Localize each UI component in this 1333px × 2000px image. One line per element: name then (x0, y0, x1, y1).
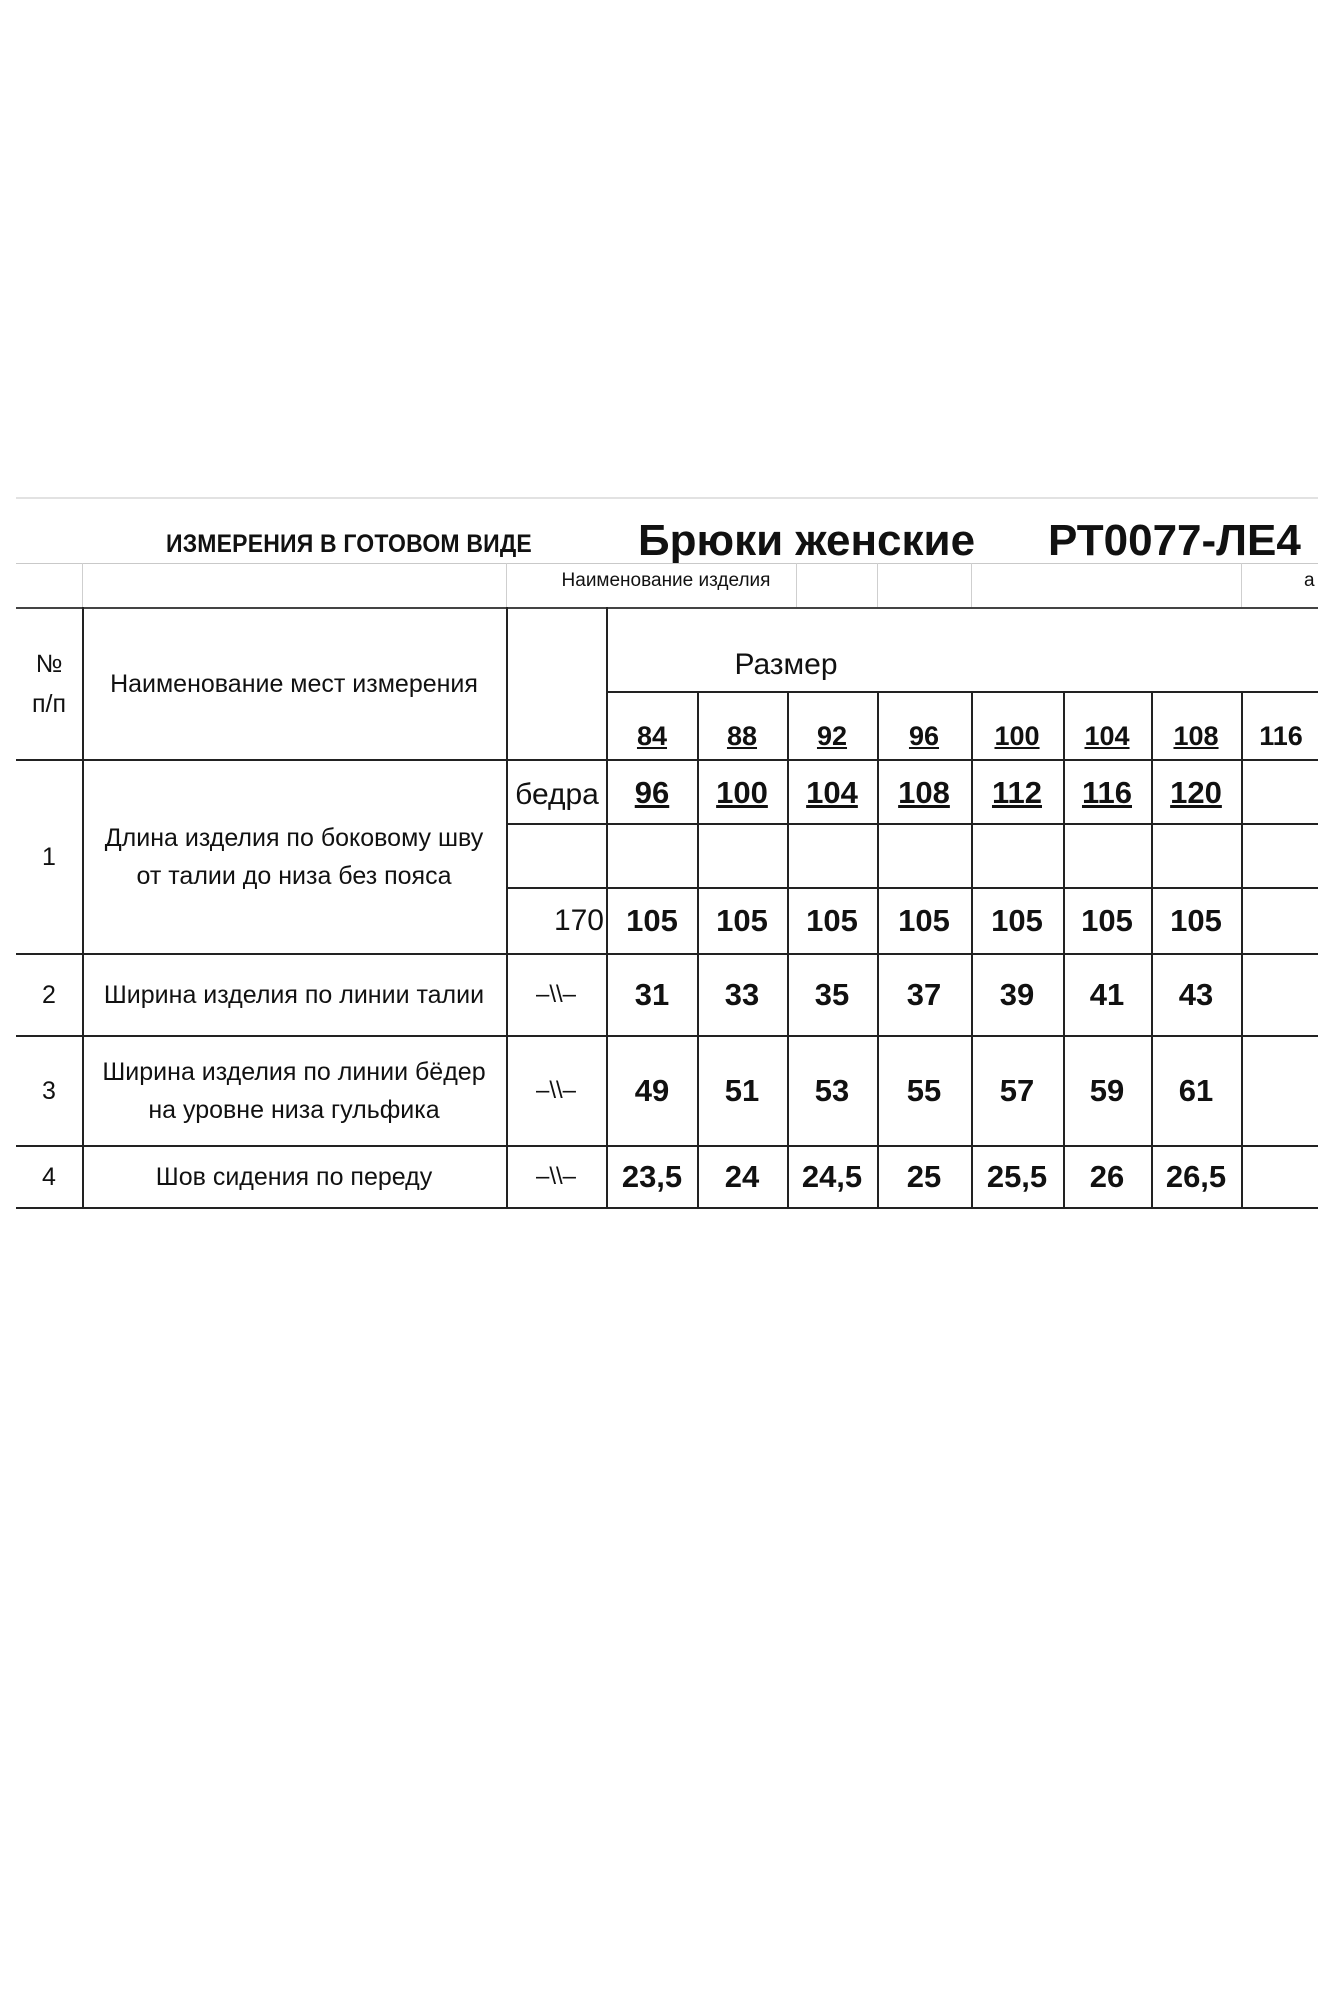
row-4-value: 26,5 (1165, 1159, 1227, 1194)
grid-line (971, 563, 972, 607)
grid-line (1241, 563, 1242, 607)
grid-line (16, 1145, 1318, 1147)
row-1-value: 105 (626, 903, 678, 938)
grid-line (506, 563, 507, 607)
grid-line (82, 563, 83, 607)
row-1-value: 105 (898, 903, 950, 938)
row-3-value: 61 (1178, 1073, 1214, 1108)
row-2-value: 31 (634, 977, 670, 1012)
grid-line (16, 607, 1318, 609)
ditto-mark: –\\– (535, 1077, 577, 1104)
grid-line (16, 563, 1318, 564)
hips-value: 120 (1170, 775, 1222, 810)
size-84: 84 (636, 720, 668, 751)
size-96: 96 (908, 720, 940, 751)
size-title: Размер (734, 648, 838, 681)
row-2-value: 33 (724, 977, 760, 1012)
article-code: РТ0077-ЛЕ4 (1048, 516, 1301, 565)
cut-mark: а (1304, 570, 1315, 591)
hips-value: 108 (898, 775, 950, 810)
grid-line (506, 887, 1318, 889)
size-116: 116 (1259, 720, 1303, 751)
hips-value: 104 (806, 775, 858, 810)
hips-value: 116 (1081, 775, 1132, 810)
grid-line (1151, 691, 1153, 1207)
hips-value: 100 (716, 775, 768, 810)
row-3-no: 3 (42, 1077, 56, 1105)
size-104: 104 (1084, 720, 1130, 751)
row-1-name: Длина изделия по боковому шву от талии до низа без пояса (104, 824, 484, 890)
size-92: 92 (816, 720, 848, 751)
ditto-mark: –\\– (535, 981, 577, 1008)
grid-line (606, 607, 608, 1207)
row-3-value: 57 (999, 1073, 1035, 1108)
row-4-value: 26 (1089, 1159, 1125, 1194)
ditto-mark: –\\– (535, 1163, 577, 1190)
row-1-value: 105 (991, 903, 1043, 938)
grid-line (506, 823, 1318, 825)
grid-line (606, 691, 1318, 693)
grid-line (506, 607, 508, 1207)
grid-line (971, 691, 973, 1207)
row-3-value: 59 (1089, 1073, 1125, 1108)
row-3-value: 49 (634, 1073, 670, 1108)
grid-line (697, 691, 699, 1207)
size-100: 100 (994, 720, 1040, 751)
row-3-value: 55 (906, 1073, 942, 1108)
row-3-value: 51 (724, 1073, 760, 1108)
row-1-value: 105 (1081, 903, 1133, 938)
size-88: 88 (726, 720, 758, 751)
hips-value: 112 (991, 775, 1042, 810)
hips-label: бедра (515, 778, 599, 811)
row-4-no: 4 (42, 1163, 56, 1191)
grid-line (16, 1035, 1318, 1037)
grid-line (877, 563, 878, 607)
row-2-value: 37 (906, 977, 942, 1012)
grid-line (877, 691, 879, 1207)
grid-line (787, 691, 789, 1207)
grid-line (16, 759, 1318, 761)
product-title: Брюки женские (638, 516, 976, 565)
grid-line (1063, 691, 1065, 1207)
row-1-value: 105 (1170, 903, 1222, 938)
row-1-value: 105 (806, 903, 858, 938)
col-header-no: № п/п (31, 650, 67, 718)
row-4-value: 24,5 (801, 1159, 863, 1194)
grid-line (796, 563, 797, 607)
row-1-no: 1 (42, 843, 56, 871)
row-2-value: 41 (1089, 977, 1125, 1012)
row-3-name: Ширина изделия по линии бёдер на уровне низа гульфика (102, 1058, 486, 1124)
row-2-value: 39 (999, 977, 1035, 1012)
row-2-no: 2 (42, 981, 56, 1009)
grid-line (16, 1207, 1318, 1209)
header-caption: ИЗМЕРЕНИЯ В ГОТОВОМ ВИДЕ (166, 529, 532, 558)
row-2-name: Ширина изделия по линии талии (103, 981, 485, 1009)
row-4-name: Шов сидения по переду (155, 1163, 433, 1191)
row-4-value: 25 (906, 1159, 942, 1194)
grid-line (16, 953, 1318, 955)
row-3-value: 53 (814, 1073, 850, 1108)
height-label: 170 (553, 904, 604, 937)
grid-line (82, 607, 84, 1207)
hips-value: 96 (634, 775, 670, 810)
row-2-value: 43 (1178, 977, 1214, 1012)
row-4-value: 23,5 (621, 1159, 683, 1194)
row-4-value: 25,5 (986, 1159, 1048, 1194)
row-4-value: 24 (724, 1159, 760, 1194)
col-header-name: Наименование мест измерения (110, 670, 478, 698)
grid-line (1241, 691, 1243, 1207)
sub-caption: Наименование изделия (561, 570, 771, 591)
measurement-table (16, 497, 1318, 1215)
size-108: 108 (1173, 720, 1219, 751)
row-2-value: 35 (814, 977, 850, 1012)
row-1-value: 105 (716, 903, 768, 938)
